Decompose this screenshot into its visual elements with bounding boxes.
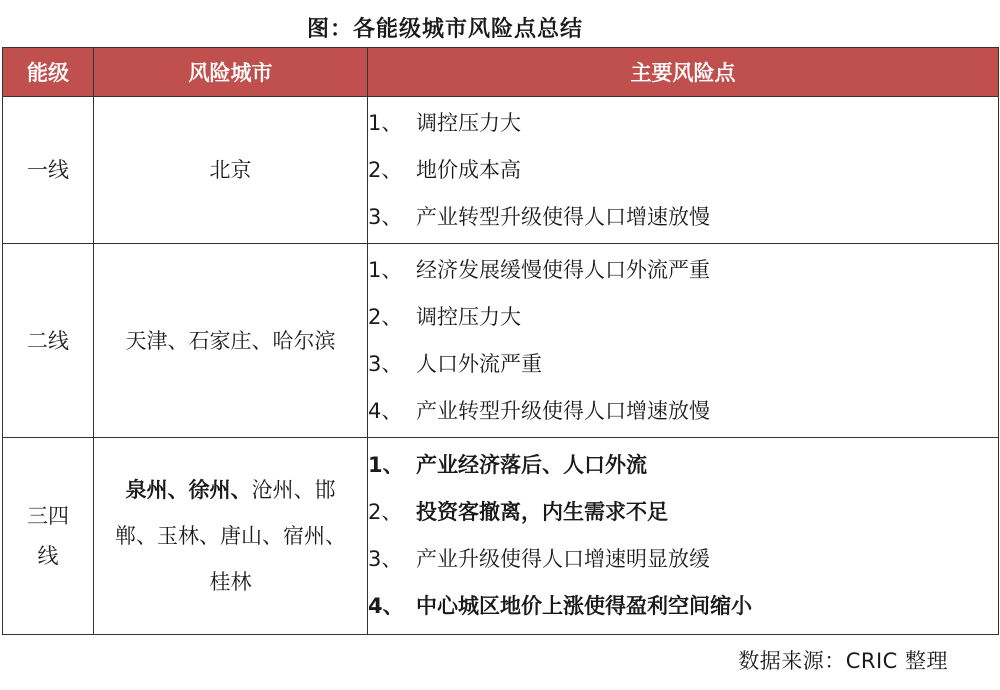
- table-title: 图：各能级城市风险点总结: [306, 17, 583, 42]
- table-row: [3, 438, 999, 635]
- risk-text: 经济发展缓慢使得人口外流严重: [416, 257, 710, 282]
- risks-cell: [368, 244, 999, 438]
- risk-item: [368, 442, 998, 489]
- tier-cell: 一线: [3, 97, 94, 244]
- risk-item: [368, 147, 998, 194]
- risk-item: [368, 388, 998, 435]
- risk-number: 1、: [368, 110, 403, 135]
- risk-item: [368, 536, 998, 583]
- risk-number: 4、: [368, 398, 403, 423]
- risk-item: [368, 247, 998, 294]
- risk-number: 3、: [368, 204, 403, 229]
- risk-text: 产业转型升级使得人口增速放慢: [416, 204, 710, 229]
- risk-item: [368, 194, 998, 241]
- header-tier: 能级: [3, 48, 94, 97]
- risk-item: [368, 294, 998, 341]
- risk-number: 2、: [368, 304, 403, 329]
- risk-item: [368, 100, 998, 147]
- risk-text: 投资客撤离，内生需求不足: [416, 500, 668, 524]
- risk-text: 中心城区地价上涨使得盈利空间缩小: [416, 594, 752, 618]
- risk-text: 产业转型升级使得人口增速放慢: [416, 398, 710, 423]
- risk-number: 3、: [368, 547, 403, 571]
- highlighted-cities: 泉州、徐州、: [125, 478, 252, 502]
- risk-text: 调控压力大: [416, 304, 521, 329]
- risk-number: 3、: [368, 351, 403, 376]
- risk-summary-table: [2, 47, 999, 635]
- cities-cell: [94, 438, 368, 635]
- table-row: [3, 244, 999, 438]
- tier-cell: 二线: [3, 244, 94, 438]
- risk-number: 2、: [368, 500, 403, 524]
- risk-number: 1、: [368, 257, 403, 282]
- table-header-row: [3, 48, 999, 97]
- risk-text: 人口外流严重: [416, 351, 542, 376]
- data-source-note: 数据来源：CRIC 整理: [738, 649, 948, 673]
- header-risks: 主要风险点: [368, 48, 999, 97]
- tier-cell: 三四线: [3, 438, 94, 635]
- risk-item: [368, 489, 998, 536]
- risk-text: 调控压力大: [416, 110, 521, 135]
- risk-text: 地价成本高: [416, 157, 521, 182]
- risk-item: [368, 341, 998, 388]
- risk-number: 2、: [368, 157, 403, 182]
- risk-number: 1、: [368, 453, 404, 477]
- cities-cell: 北京: [94, 97, 368, 244]
- risk-text: 产业升级使得人口增速明显放缓: [416, 547, 710, 571]
- risks-cell: [368, 438, 999, 635]
- risks-cell: [368, 97, 999, 244]
- other-cities: 沧州、邯郸、玉林、唐山、宿州、桂林: [115, 478, 346, 594]
- cities-cell: 天津、石家庄、哈尔滨: [94, 244, 368, 438]
- risk-text: 产业经济落后、人口外流: [416, 453, 647, 477]
- risk-number: 4、: [368, 594, 404, 618]
- header-cities: 风险城市: [94, 48, 368, 97]
- risk-item: [368, 583, 998, 630]
- table-row: [3, 97, 999, 244]
